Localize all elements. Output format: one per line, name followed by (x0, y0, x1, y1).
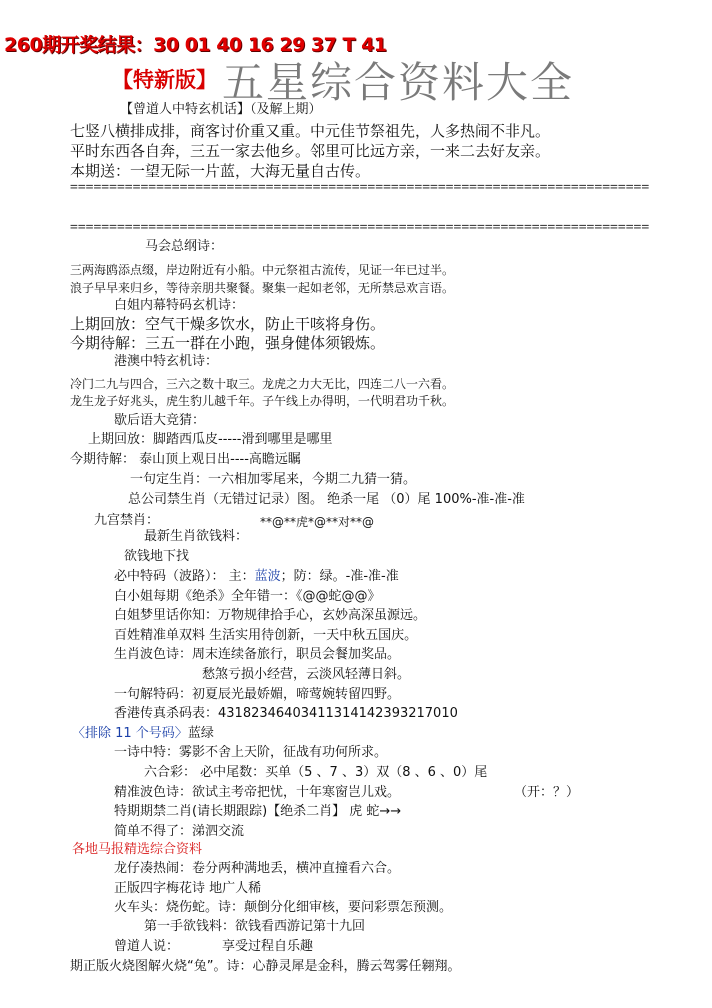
jiugong-value: **@**虎*@**对**@ (260, 515, 375, 529)
regional-heading: 各地马报精选综合资料 (72, 842, 203, 857)
bizhong-prefix: 必中特码（波路）： 主： (114, 569, 255, 584)
xiaojie-line: 白小姐每期《绝杀》全年错一：《@@蛇@@》 (114, 589, 381, 604)
teqi-line: 特期期禁二肖(请长期跟踪)【绝杀二肖】 虎 蛇→→ (114, 804, 402, 819)
xiehouyu-heading: 歇后语大竞猜： (114, 413, 206, 428)
diyishou-line: 第一手欲钱料：欲钱看西游记第十九回 (144, 919, 366, 934)
zengdao-shuo-value: 享受过程自乐趣 (222, 939, 314, 954)
jingzhun-line: 精准波色诗：欲试主考帝把忧，十年寒窗岂儿戏。 (114, 785, 401, 800)
mengli-line: 白姐梦里话你知：万物规律拾手心，玄妙高深虽源远。 (114, 608, 427, 623)
yijujie-line: 一句解特码：初夏辰光最娇媚，啼莺婉转留四野。 (114, 687, 401, 702)
page-title: 五星综合资料大全 (222, 58, 575, 107)
yiju-dingshengxiao: 一句定生肖：一六相加零尾来，今期二九猜一猜。 (130, 472, 417, 487)
edition-label: 【特新版】 (112, 68, 217, 92)
xiehouyu-line-1: 上期回放：脚踏西瓜皮-----滑到哪里是哪里 (88, 432, 333, 447)
gangao-heading: 港澳中特玄机诗： (114, 354, 219, 369)
paichu-label: 〈排除 11 个号码〉 (72, 726, 188, 741)
zhengban-line: 正版四字梅花诗 地广人稀 (114, 881, 262, 896)
bizhong-suffix: ；防：绿。-准-准-准 (280, 569, 399, 584)
jiugong-label: 九宫禁肖： (94, 513, 160, 528)
bizhong-main-color: 蓝波 (254, 569, 281, 584)
yishi-line: 一诗中特：雾影不舍上天阶，征战有功何所求。 (114, 745, 388, 760)
zengdao-line-1: 七竖八横排成排，商客讨价重又重。中元佳节祭祖先，人多热闹不非凡。 (70, 122, 551, 140)
longzai-line: 龙仔凑热闹：卷分两种满地丢，横冲直撞看六合。 (114, 861, 401, 876)
mahui-line-1: 三两海鸥添点缀，岸边附近有小船。中元祭祖古流传，见证一年已过半。 (70, 263, 455, 277)
xianggang-label: 香港传真杀码表： (114, 706, 219, 721)
bose-label: 生肖波色诗： (114, 647, 193, 662)
lottery-result-banner: 260期开奖结果：30 01 40 16 29 37 T 41 (4, 34, 387, 56)
baijie-line-2: 今期待解：三五一群在小跑，强身健体须锻炼。 (70, 334, 386, 352)
baijie-line-1: 上期回放：空气干燥多饮水，防止干咳将身伤。 (70, 315, 386, 333)
baixing-line: 百姓精准单双料 生活实用待创新，一天中秋五国庆。 (114, 628, 418, 643)
mahui-heading: 马会总纲诗： (145, 239, 224, 254)
zuixin-heading: 最新生肖欲钱料： (144, 529, 249, 544)
zengdao-line-3: 本期送：一望无际一片蓝，大海无量自古传。 (70, 162, 371, 180)
huoche-line: 火车头：烧伤蛇。诗：颠倒分化细审核，要问彩票怎预测。 (114, 900, 453, 915)
zengdao-heading: 【曾道人中特玄机话】（及解上期） (120, 102, 322, 117)
liuhe-line: 六合彩： 必中尾数：买单（5 、7 、3）双（8 、6 、0）尾 (144, 765, 488, 780)
jiandan-line: 简单不得了：涕泗交流 (114, 824, 245, 839)
gangao-line-1: 冷门二九与四合，三六之数十取三。龙虎之力大无比，四连二八一六看。 (70, 377, 455, 391)
huoshao-line: 期正版火烧图解火烧“兔”。诗：心静灵犀是金科，腾云驾雾任翱翔。 (70, 959, 461, 974)
xianggang-value: 43182346403411314142393217010 (218, 706, 458, 721)
yuqian-line: 欲钱地下找 (124, 549, 190, 564)
mahui-line-2: 浪子早早来归乡，等待亲朋共聚餐。聚集一起如老邻，无所禁忌欢言语。 (70, 281, 455, 295)
separator-line: ========================================================================== (70, 220, 650, 235)
zonggongsi-line: 总公司禁生肖（无错过记录）图。 绝杀一尾 （0）尾 100%-准-准-准 (128, 492, 525, 507)
bose-text-1: 周末连续备旅行，职员会餐加奖品。 (192, 647, 401, 662)
xiehouyu-line-2: 今期待解： 泰山顶上观日出----高瞻远瞩 (70, 452, 301, 467)
separator-line: ========================================================================== (70, 180, 650, 195)
paichu-line (72, 727, 214, 740)
bizhong-line (114, 570, 399, 583)
gangao-line-2: 龙生龙子好兆头，虎生豹儿越千年。子午线上办得明，一代明君功千秋。 (70, 394, 455, 408)
kai-label: （开：？） (514, 785, 580, 800)
zengdao-shuo-label: 曾道人说： (114, 939, 180, 954)
bose-line-1 (114, 648, 400, 661)
zengdao-line-2: 平时东西各自奔，三五一家去他乡。邻里可比远方亲，一来二去好友亲。 (70, 142, 551, 160)
xianggang-line (114, 707, 458, 720)
bose-line-2: 愁煞亏损小经营，云淡风轻薄日斜。 (202, 667, 411, 682)
baijie-heading: 白姐内幕特码玄机诗： (114, 298, 245, 313)
paichu-value: 蓝绿 (187, 726, 214, 741)
